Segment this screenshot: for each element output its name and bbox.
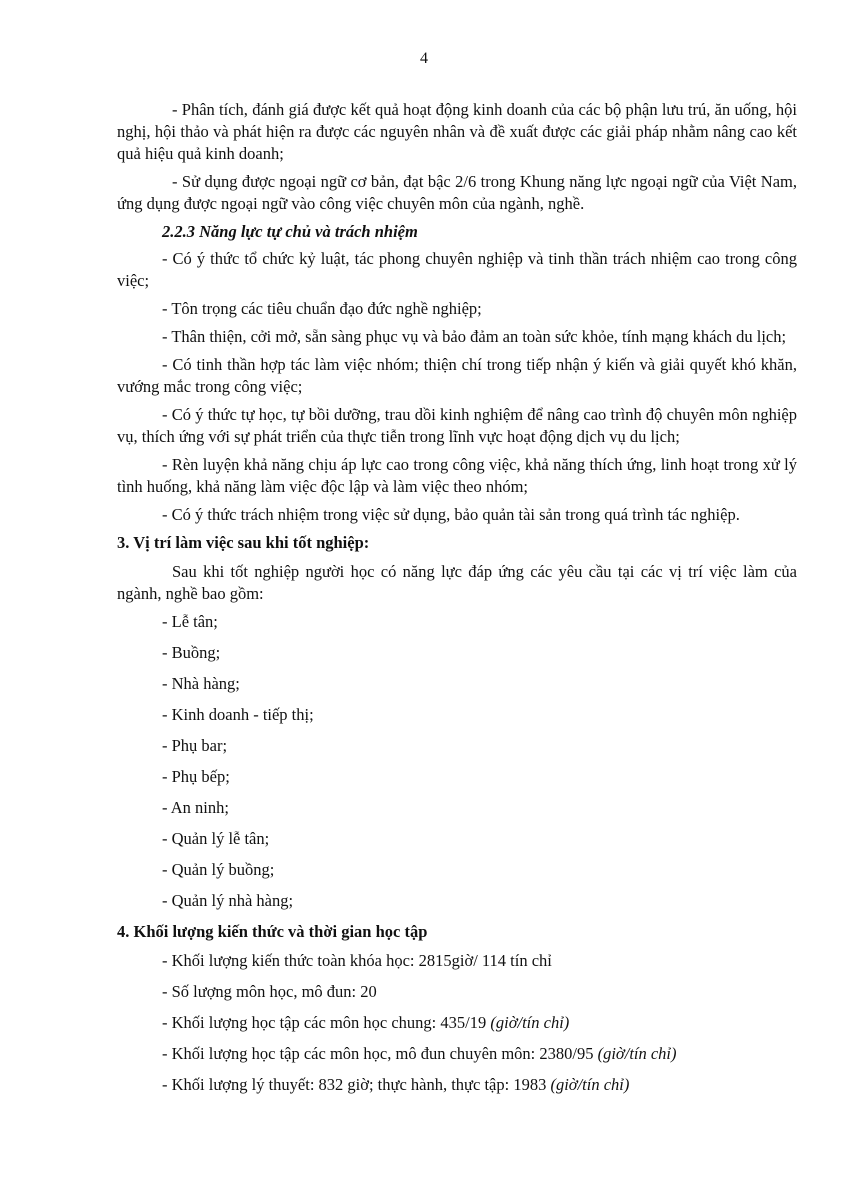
workload-item	[117, 1043, 797, 1065]
section-4-heading: 4. Khối lượng kiến thức và thời gian học tập	[117, 922, 428, 941]
position-item: - Nhà hàng;	[162, 674, 240, 693]
position-item: - Quản lý lễ tân;	[162, 829, 270, 848]
paragraph-analysis: - Phân tích, đánh giá được kết quả hoạt động kinh doanh của các bộ phận lưu trú, ăn uống, hội nghị, hội thảo và phát hiện ra được các nguyên nhân và đề xuất được các giải pháp nhằm nâng cao kết quả hiệu quả kinh doanh;	[117, 100, 797, 163]
workload-unit: (giờ/tín chỉ)	[597, 1044, 677, 1063]
workload-text: - Khối lượng lý thuyết: 832 giờ; thực hành, thực tập: 1983	[162, 1075, 551, 1094]
paragraph-foreign-language: - Sử dụng được ngoại ngữ cơ bản, đạt bậc 2/6 trong Khung năng lực ngoại ngữ của Việt Nam, ứng dụng được ngoại ngữ vào công việc chuyên môn của ngành, nghề.	[117, 172, 797, 213]
section-223-heading: 2.2.3 Năng lực tự chủ và trách nhiệm	[162, 222, 418, 241]
autonomy-item: - Có ý thức trách nhiệm trong việc sử dụng, bảo quản tài sản trong quá trình tác nghiệp.	[162, 505, 740, 524]
page-content	[117, 99, 797, 1105]
workload-text: - Khối lượng học tập các môn học chung: 435/19	[162, 1013, 491, 1032]
workload-item	[117, 981, 797, 1003]
workload-text: - Khối lượng học tập các môn học, mô đun chuyên môn: 2380/95	[162, 1044, 598, 1063]
position-item: - Quản lý nhà hàng;	[162, 891, 294, 910]
autonomy-item: - Thân thiện, cởi mở, sẵn sàng phục vụ và bảo đảm an toàn sức khỏe, tính mạng khách du lịch;	[162, 327, 787, 346]
workload-text: - Khối lượng kiến thức toàn khóa học: 2815giờ/ 114 tín chỉ	[162, 951, 552, 970]
position-item: - Phụ bếp;	[162, 767, 230, 786]
autonomy-item: - Có ý thức tự học, tự bồi dưỡng, trau dồi kinh nghiệm để nâng cao trình độ chuyên môn nghiệp vụ, thích ứng với sự phát triển của thực tiễn trong lĩnh vực hoạt động dịch vụ du lịch;	[117, 405, 797, 446]
position-item: - Lễ tân;	[162, 612, 218, 631]
autonomy-item: - Có tinh thần hợp tác làm việc nhóm; thiện chí trong tiếp nhận ý kiến và giải quyết khó khăn, vướng mắc trong công việc;	[117, 355, 797, 396]
workload-item	[117, 1074, 797, 1096]
workload-text: - Số lượng môn học, mô đun: 20	[162, 982, 377, 1001]
autonomy-item: - Rèn luyện khả năng chịu áp lực cao trong công việc, khả năng thích ứng, linh hoạt trong xử lý tình huống, khả năng làm việc độc lập và làm việc theo nhóm;	[117, 455, 797, 496]
page-number: 4	[420, 50, 428, 67]
position-item: - Kinh doanh - tiếp thị;	[162, 705, 314, 724]
workload-item	[117, 1012, 797, 1034]
position-item: - An ninh;	[162, 798, 229, 817]
position-item: - Quản lý buồng;	[162, 860, 275, 879]
section-3-heading: 3. Vị trí làm việc sau khi tốt nghiệp:	[117, 533, 370, 552]
workload-item	[117, 950, 797, 972]
autonomy-item: - Tôn trọng các tiêu chuẩn đạo đức nghề nghiệp;	[162, 299, 482, 318]
position-item: - Phụ bar;	[162, 736, 228, 755]
workload-unit: (giờ/tín chỉ)	[550, 1075, 630, 1094]
position-item: - Buồng;	[162, 643, 221, 662]
autonomy-item: - Có ý thức tổ chức kỷ luật, tác phong chuyên nghiệp và tinh thần trách nhiệm cao trong công việc;	[117, 249, 797, 290]
section-3-intro: Sau khi tốt nghiệp người học có năng lực đáp ứng các yêu cầu tại các vị trí việc làm của ngành, nghề bao gồm:	[117, 562, 797, 603]
workload-unit: (giờ/tín chỉ)	[490, 1013, 570, 1032]
